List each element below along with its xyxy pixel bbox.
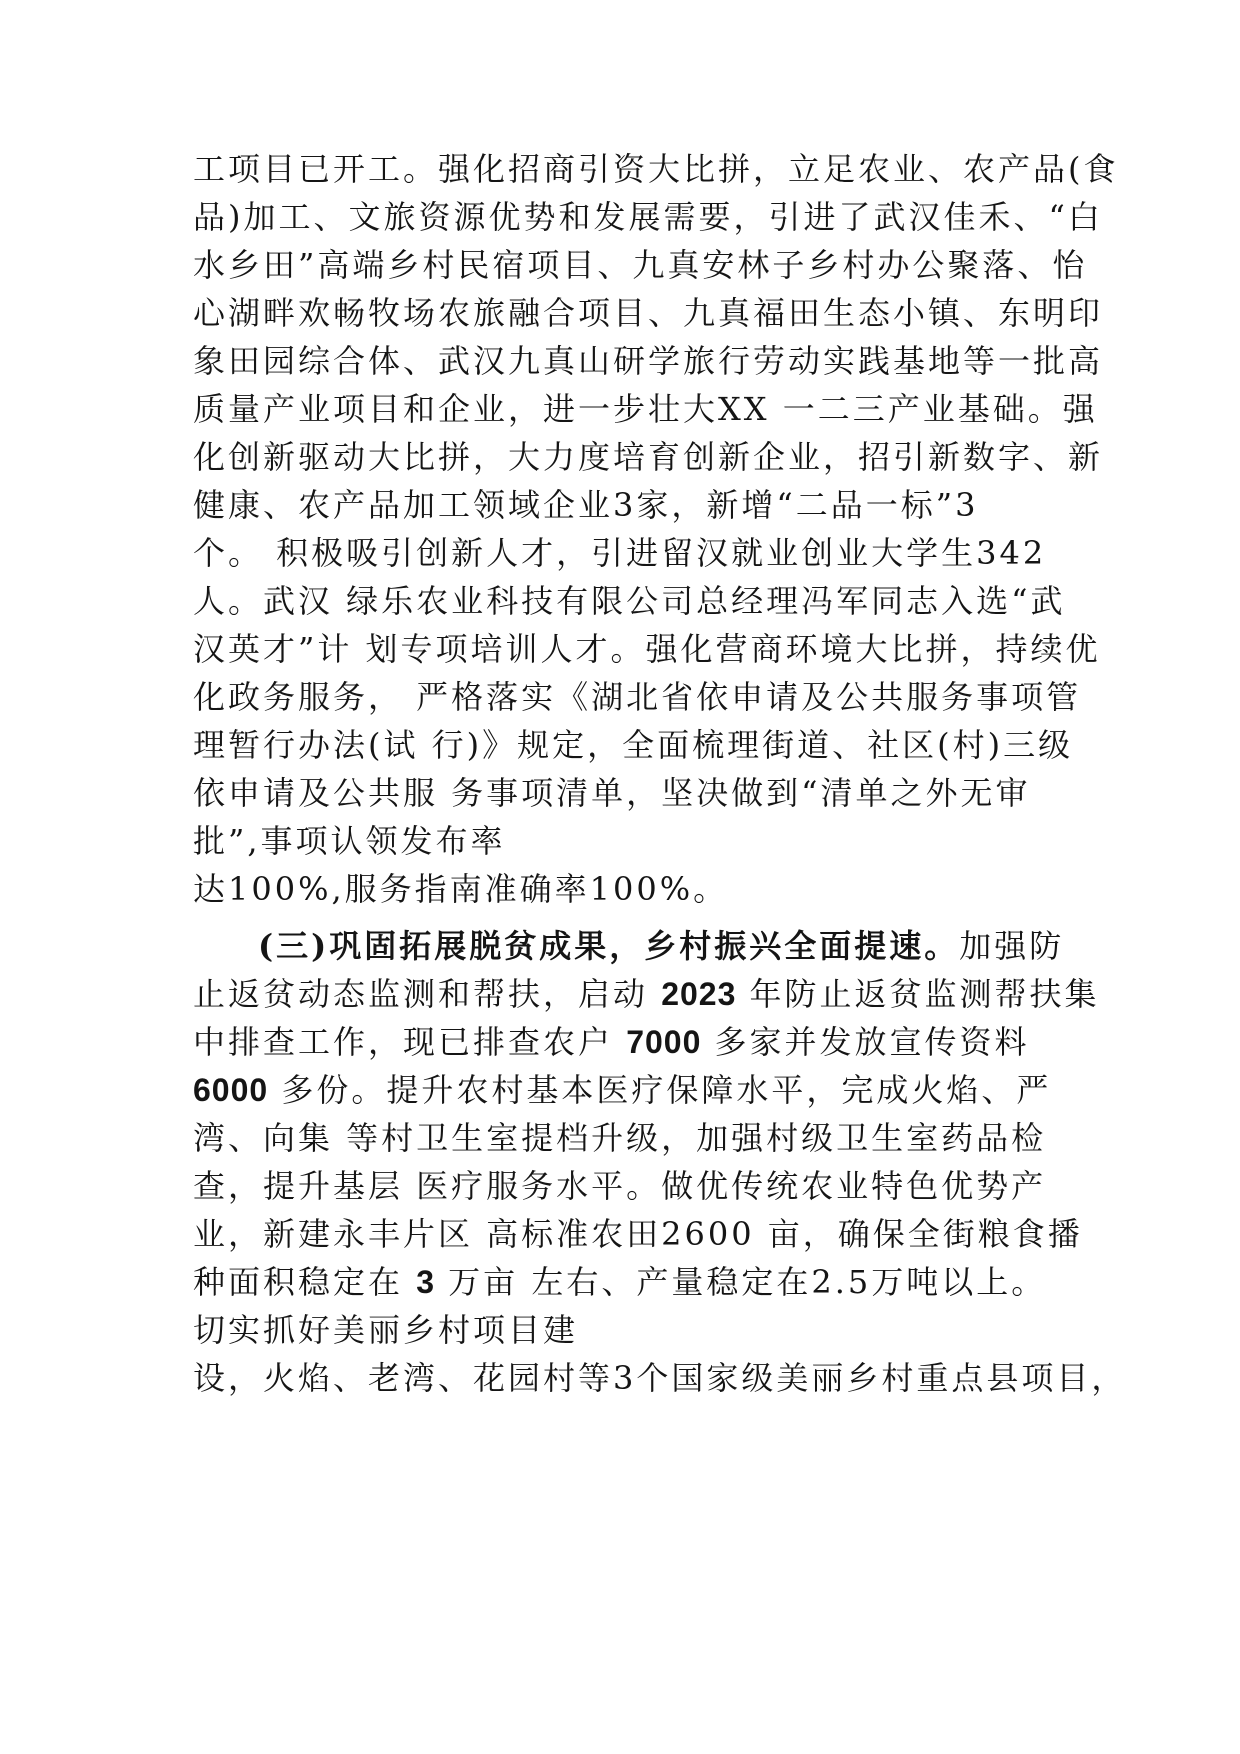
section-line: 设，火焰、老湾、花园村等3个国家级美丽乡村重点县项目， <box>193 1359 1127 1397</box>
paragraph-line: 个。 积极吸引创新人才，引进留汉就业创业大学生342 <box>193 534 1047 572</box>
paragraph-line: 理暂行办法(试 行)》规定，全面梳理街道、社区(村)三级 <box>193 726 1074 764</box>
section-line <box>193 974 1100 1014</box>
paragraph-line: 品)加工、文旅资源优势和发展需要，引进了武汉佳禾、“白 <box>193 198 1103 236</box>
section-line <box>193 1262 1046 1302</box>
text-segment: 年防止返贫监测帮扶集 <box>736 975 1100 1013</box>
section-line <box>193 1022 1030 1062</box>
section-line: 湾、向集 等村卫生室提档升级，加强村级卫生室药品检 <box>193 1119 1047 1157</box>
paragraph-line: 健康、农产品加工领域企业3家，新增“二品一标”3 <box>193 486 979 524</box>
area-value: 3 <box>416 1264 435 1300</box>
paragraph-line: 化政务服务， 严格落实《湖北省依申请及公共服务事项管 <box>193 678 1082 716</box>
section-line: 业，新建永丰片区 高标准农田2600 亩，确保全街粮食播 <box>193 1215 1083 1253</box>
heading-tail-text: 加强防 <box>959 927 1065 965</box>
paragraph-line: 化创新驱动大比拼，大力度培育创新企业，招引新数字、新 <box>193 438 1104 476</box>
household-count: 7000 <box>626 1024 702 1060</box>
paragraph-line: 工项目已开工。强化招商引资大比拼，立足农业、农产品(食 <box>193 150 1119 188</box>
paragraph-line: 依申请及公共服 务事项清单，坚决做到“清单之外无审 <box>193 774 1031 812</box>
paragraph-line: 质量产业项目和企业，进一步壮大XX 一二三产业基础。强 <box>193 390 1098 428</box>
material-count: 6000 <box>193 1072 269 1108</box>
paragraph-line: 批”,事项认领发布率 <box>193 822 506 860</box>
text-segment: 种面积稳定在 <box>193 1263 417 1301</box>
text-segment: 止返贫动态监测和帮扶，启动 <box>193 975 662 1013</box>
paragraph-line: 达100%,服务指南准确率100%。 <box>193 870 729 908</box>
text-segment: 多份。提升农村基本医疗保障水平，完成火焰、严 <box>268 1071 1052 1109</box>
paragraph-line: 汉英才”计 划专项培训人才。强化营商环境大比拼，持续优 <box>193 630 1101 668</box>
section-heading-line <box>258 926 1064 966</box>
text-segment: 中排查工作，现已排查农户 <box>193 1023 627 1061</box>
paragraph-line: 心湖畔欢畅牧场农旅融合项目、九真福田生态小镇、东明印 <box>193 294 1104 332</box>
section-heading: (三)巩固拓展脱贫成果，乡村振兴全面提速。 <box>258 927 960 965</box>
paragraph-line: 水乡田”高端乡村民宿项目、九真安林子乡村办公聚落、怡 <box>193 246 1088 284</box>
text-segment: 万亩 左右、产量稳定在2.5万吨以上。 <box>434 1263 1047 1301</box>
paragraph-line: 象田园综合体、武汉九真山研学旅行劳动实践基地等一批高 <box>193 342 1104 380</box>
section-line: 查，提升基层 医疗服务水平。做优传统农业特色优势产 <box>193 1167 1047 1205</box>
section-line <box>193 1070 1051 1110</box>
section-line: 切实抓好美丽乡村项目建 <box>193 1311 579 1349</box>
year-value: 2023 <box>661 976 737 1012</box>
paragraph-line: 人。武汉 绿乐农业科技有限公司总经理冯军同志入选“武 <box>193 582 1066 620</box>
text-segment: 多家并发放宣传资料 <box>701 1023 1030 1061</box>
